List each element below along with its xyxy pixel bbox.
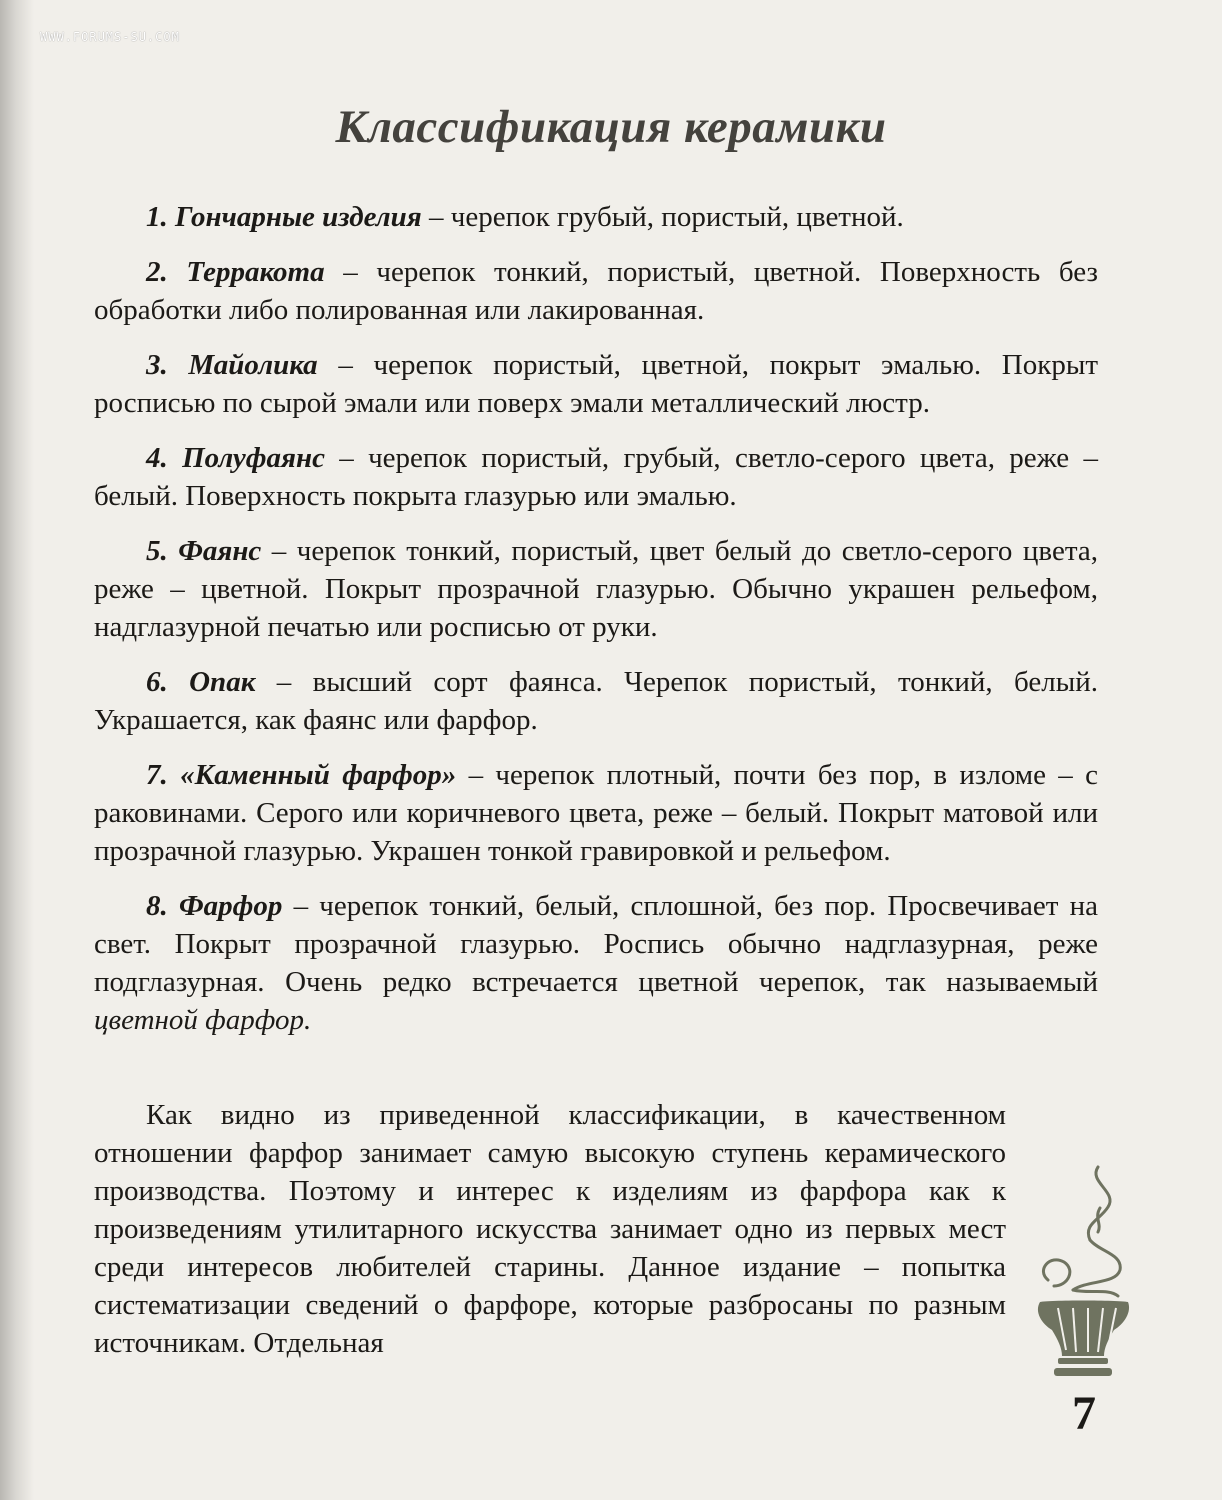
item-text: – высший сорт фаянса. Черепок пористый, тонкий, белый. Украшается, как фаянс или фарфор. — [94, 666, 1098, 736]
item-term: 1. Гончарные изделия — [146, 201, 422, 233]
item-text: – черепок грубый, пористый, цветной. — [421, 201, 904, 233]
watermark: WWW.FORUMS-SU.COM — [40, 30, 180, 44]
item-text: – черепок пористый, грубый, светло-серого цвета, реже – белый. Поверхность покрыта глазурью или эмалью. — [94, 442, 1098, 512]
classification-item-3 — [94, 346, 1098, 422]
classification-item-7 — [94, 756, 1098, 870]
item-term: 3. Майолика — [146, 349, 318, 381]
item-term: 4. Полуфаянс — [146, 442, 325, 474]
classification-item-8 — [94, 887, 1098, 1039]
item-italic-tail: цветной фарфор. — [94, 1004, 312, 1036]
item-text: – черепок тонкий, пористый, цветной. Поверхность без обработки либо полированная или лакированная. — [94, 256, 1098, 326]
item-term: 8. Фарфор — [146, 890, 283, 922]
item-term: 2. Терракота — [146, 256, 325, 288]
item-term: 6. Опак — [146, 666, 256, 698]
item-term: 5. Фаянс — [146, 535, 262, 567]
steaming-cup-icon — [1028, 1162, 1138, 1392]
page-number: 7 — [1072, 1387, 1096, 1440]
page-gutter-shadow — [0, 0, 34, 1500]
item-term: 7. «Каменный фарфор» — [146, 759, 457, 791]
item-text: – черепок тонкий, пористый, цвет белый до светло-серого цвета, реже – цветной. Покрыт прозрачной глазурью. Обычно украшен рельефом, надглазурной печатью или росписью от руки. — [94, 535, 1098, 643]
item-text: – черепок пористый, цветной, покрыт эмалью. Покрыт росписью по сырой эмали или поверх эмали металлический люстр. — [94, 349, 1098, 419]
classification-item-6 — [94, 663, 1098, 739]
classification-item-1 — [94, 198, 1098, 236]
item-text: – черепок плотный, почти без пор, в изломе – с раковинами. Серого или коричневого цвета, реже – белый. Покрыт матовой или прозрачной глазурью. Украшен тонкой гравировкой и рельефом. — [94, 759, 1099, 867]
classification-item-4 — [94, 439, 1098, 515]
summary-paragraph: Как видно из приведенной классификации, в качественном отношении фарфор занимает самую высокую ступень керамического производства. Поэтому и интерес к изделиям из фарфора как к произведениям утилитарного искусства занимает одно из первых мест среди интересов любителей старины. Данное издание – попытка систематизации сведений о фарфоре, которые разбросаны по разным источникам. Отдельная — [94, 1099, 1006, 1359]
page-content — [94, 198, 1098, 1362]
classification-item-2 — [94, 253, 1098, 329]
section-spacer — [94, 1056, 1098, 1096]
page-title: Классификация керамики — [335, 101, 887, 153]
item-text: – черепок тонкий, белый, сплошной, без пор. Просвечивает на свет. Покрыт прозрачной глазурью. Роспись обычно надглазурная, реже подглазурная. Очень редко встречается цветной черепок, так называемый — [94, 890, 1098, 998]
classification-item-5 — [94, 532, 1098, 646]
